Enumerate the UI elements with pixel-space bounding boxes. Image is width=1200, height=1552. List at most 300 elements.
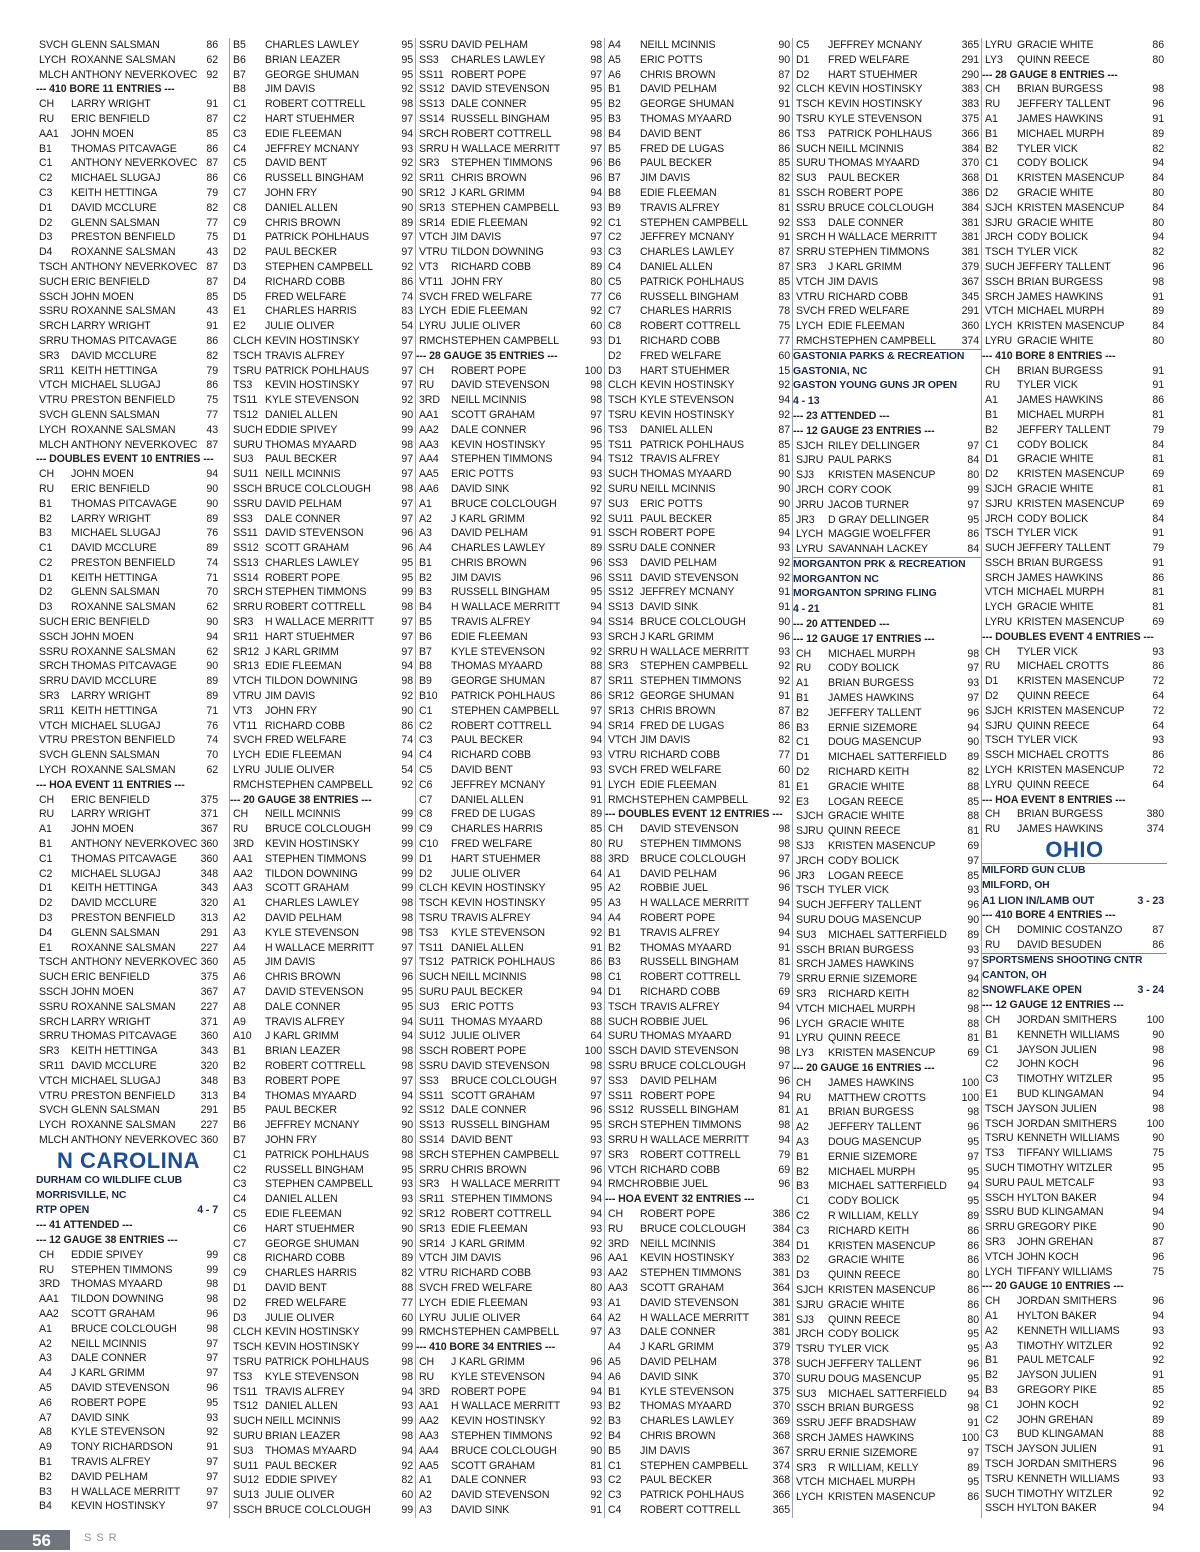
class-code: VTCH	[39, 379, 68, 392]
result-row	[230, 1000, 416, 1015]
shooter-name: PAUL BECKER	[828, 172, 900, 185]
result-row	[230, 1399, 416, 1414]
shooter-name: BRUCE COLCLOUGH	[451, 497, 557, 510]
class-code: A6	[233, 971, 246, 984]
score: 89	[967, 751, 979, 764]
shooter-name: ROXANNE SALSMAN	[71, 1000, 176, 1013]
class-code: SVCH	[39, 408, 69, 421]
class-code: SUCH	[39, 275, 69, 288]
class-code: B9	[419, 675, 432, 688]
shooter-name: KEVIN HOSTINSKY	[451, 897, 546, 910]
class-code: RU	[39, 1263, 55, 1276]
result-row	[605, 970, 793, 985]
score: 77	[590, 290, 602, 303]
score: 84	[1152, 512, 1164, 525]
class-code: SU3	[233, 453, 254, 466]
result-row	[36, 941, 221, 956]
score: 97	[590, 231, 602, 244]
score: 80	[967, 469, 979, 482]
result-row	[36, 852, 221, 867]
result-row	[230, 926, 416, 941]
class-code: JRCH	[985, 512, 1013, 525]
result-row	[416, 659, 605, 674]
class-code: SU3	[796, 172, 817, 185]
result-row	[416, 304, 605, 319]
shooter-name: DAVID STEVENSON	[71, 1381, 170, 1394]
score: 89	[206, 690, 218, 703]
score: 97	[401, 349, 413, 362]
class-code: SS13	[608, 601, 634, 614]
class-code: A2	[608, 882, 621, 895]
result-row	[982, 1028, 1167, 1043]
score: 96	[1152, 1457, 1164, 1470]
score: 80	[401, 1133, 413, 1146]
shooter-name: KEVIN HOSTINSKY	[828, 98, 923, 111]
result-row	[793, 1416, 982, 1431]
shooter-name: JEFFREY MCNANY	[451, 778, 546, 791]
class-code: B3	[608, 1415, 621, 1428]
score: 98	[401, 912, 413, 925]
score: 98	[401, 482, 413, 495]
class-code: SRRU	[608, 645, 638, 658]
shooter-name: J KARL GRIMM	[451, 512, 525, 525]
class-code: SR3	[796, 988, 817, 1000]
class-code: TS3	[419, 926, 439, 939]
class-code: B5	[233, 39, 246, 51]
class-code: LYCH	[985, 1265, 1013, 1278]
class-code: B3	[419, 586, 432, 599]
shooter-name: DAVID PELHAM	[451, 527, 528, 540]
club-info: MORGANTON SPRING FLING	[793, 588, 937, 600]
score: 92	[1152, 1354, 1164, 1367]
event-header: --- 20 GAUGE 38 ENTRIES ---	[230, 793, 372, 806]
score: 87	[206, 275, 218, 288]
shooter-name: JOHN KOCH	[1017, 1250, 1079, 1263]
score: 97	[967, 1150, 979, 1163]
class-code: TSRU	[233, 364, 262, 377]
result-row	[982, 822, 1167, 837]
result-row	[416, 1163, 605, 1178]
score: 96	[967, 706, 979, 719]
result-row	[36, 1351, 221, 1366]
result-row	[605, 600, 793, 615]
result-row	[230, 1414, 416, 1429]
result-row	[416, 1044, 605, 1059]
score: 84	[1152, 320, 1164, 333]
class-code: B4	[608, 1429, 621, 1442]
shooter-name: ERNIE SIZEMORE	[828, 1150, 918, 1163]
shooter-name: STEPHEN CAMPBELL	[265, 260, 373, 273]
shooter-name: DANIEL ALLEN	[265, 1400, 338, 1413]
class-code: 3RD	[39, 1278, 60, 1291]
score: 82	[206, 349, 218, 362]
class-code: SUCH	[608, 468, 638, 481]
class-code: B9	[608, 201, 621, 214]
class-code: SSRU	[419, 1059, 449, 1072]
class-code: SSRU	[39, 645, 69, 658]
result-row	[605, 216, 793, 231]
result-row	[230, 526, 416, 541]
result-row	[605, 452, 793, 467]
class-code: VTCH	[233, 675, 262, 688]
result-row	[982, 1057, 1167, 1072]
score: 88	[967, 1017, 979, 1030]
score: 360	[200, 852, 218, 865]
club-info: MORRISVILLE, NC	[36, 1189, 127, 1201]
class-code: VTCH	[39, 719, 68, 732]
shooter-name: JAYSON JULIEN	[1017, 1043, 1097, 1056]
class-code: JR3	[796, 513, 815, 526]
score: 94	[778, 1089, 790, 1102]
result-row	[982, 438, 1167, 453]
result-row	[793, 1031, 982, 1046]
class-code: SVCH	[39, 749, 69, 762]
class-code: RMCH	[419, 334, 451, 347]
score: 98	[590, 39, 602, 51]
shooter-name: KENNETH WILLIAMS	[1017, 1324, 1120, 1337]
result-row	[36, 97, 221, 112]
class-code: 3RD	[608, 1237, 629, 1250]
class-code: VT11	[233, 719, 258, 732]
shooter-name: MAGGIE WOELFFER	[828, 528, 931, 541]
class-code: RMCH	[233, 778, 265, 791]
result-row	[605, 1429, 793, 1444]
result-row	[793, 824, 982, 839]
shooter-name: KEITH HETTINGA	[71, 704, 158, 717]
score: 93	[590, 1133, 602, 1146]
event-header: --- 12 GAUGE 23 ENTRIES ---	[793, 424, 935, 437]
score: 80	[967, 1313, 979, 1326]
class-code: B3	[796, 721, 809, 734]
class-code: A8	[233, 1000, 246, 1013]
shooter-name: BRIAN BURGESS	[1017, 364, 1103, 377]
score: 90	[778, 112, 790, 125]
result-row	[230, 733, 416, 748]
result-row	[36, 1277, 221, 1292]
result-row	[416, 1089, 605, 1104]
score: 360	[200, 1030, 218, 1043]
class-code: RU	[796, 1091, 812, 1104]
score: 97	[401, 231, 413, 244]
shooter-name: EDIE FLEEMAN	[265, 660, 342, 673]
class-code: AA1	[419, 1400, 439, 1413]
shooter-name: ROXANNE SALSMAN	[71, 601, 176, 614]
class-code: AA2	[39, 1307, 59, 1320]
class-code: C1	[39, 542, 53, 555]
result-row	[793, 290, 982, 305]
result-row	[230, 704, 416, 719]
shooter-name: BRUCE COLCLOUGH	[828, 201, 934, 214]
shooter-name: KRISTEN MASENCUP	[828, 1491, 936, 1504]
score: 95	[401, 571, 413, 584]
shooter-name: DANIEL ALLEN	[265, 201, 338, 214]
result-row	[793, 542, 982, 557]
shooter-name: ROBERT POPE	[451, 1045, 527, 1058]
class-code: VTRU	[419, 246, 448, 259]
result-row	[605, 1015, 793, 1030]
result-row	[982, 807, 1167, 822]
class-code: C10	[419, 838, 439, 851]
class-code: SR3	[608, 1148, 629, 1161]
class-code: C1	[233, 1148, 247, 1161]
score: 96	[778, 1178, 790, 1191]
result-row	[982, 1427, 1167, 1442]
result-row	[230, 1355, 416, 1370]
result-row	[416, 438, 605, 453]
shooter-name: MICHAEL CROTTS	[1017, 749, 1109, 762]
shooter-name: DAVID MCCLURE	[71, 349, 157, 362]
result-row	[230, 97, 416, 112]
class-code: 3RD	[608, 852, 629, 865]
result-row	[416, 1355, 605, 1370]
class-code: VTRU	[419, 1267, 448, 1280]
score: 98	[967, 1106, 979, 1119]
score: 95	[401, 556, 413, 569]
class-code: B1	[39, 142, 52, 155]
shooter-name: BUD KLINGAMAN	[1017, 1087, 1104, 1100]
result-row	[793, 1372, 982, 1387]
shooter-name: STEPHEN TIMMONS	[640, 675, 742, 688]
shooter-name: JIM DAVIS	[828, 275, 879, 288]
result-row	[793, 1490, 982, 1505]
class-code: MLCH	[39, 438, 69, 451]
score: 96	[778, 1074, 790, 1087]
class-code: TSCH	[985, 246, 1014, 259]
score: 81	[967, 825, 979, 838]
shooter-name: PAUL BECKER	[451, 986, 523, 998]
shooter-name: STEPHEN TIMMONS	[640, 1267, 742, 1280]
result-row	[982, 1442, 1167, 1457]
score: 384	[961, 201, 979, 214]
score: 94	[590, 734, 602, 747]
result-row	[416, 541, 605, 556]
score: 97	[401, 453, 413, 466]
shooter-name: DOUG MASENCUP	[828, 1135, 922, 1148]
event-header: --- 410 BORE 8 ENTRIES ---	[982, 349, 1116, 362]
class-code: SSCH	[796, 943, 826, 956]
score: 93	[967, 943, 979, 956]
result-row	[36, 1059, 221, 1074]
score: 97	[206, 1352, 218, 1365]
score: 91	[590, 941, 602, 954]
magazine-name: SSR	[84, 1532, 122, 1544]
shooter-name: RICHARD KEITH	[828, 988, 910, 1000]
score: 90	[206, 616, 218, 629]
score: 93	[590, 1400, 602, 1413]
score: 92	[1152, 1339, 1164, 1352]
result-row	[793, 1283, 982, 1298]
shooter-name: KEITH HETTINGA	[71, 1045, 158, 1058]
score: 81	[1152, 453, 1164, 466]
shooter-name: KRISTEN MASENCUP	[828, 469, 936, 482]
score: 381	[961, 246, 979, 259]
shooter-name: STEPHEN CAMPBELL	[828, 334, 936, 347]
score: 379	[961, 260, 979, 273]
shooter-name: KEVIN HOSTINSKY	[71, 1500, 166, 1513]
score: 368	[772, 1429, 790, 1442]
shooter-name: LARRY WRIGHT	[71, 690, 151, 703]
shooter-name: FRED WELFARE	[265, 734, 347, 747]
result-row	[36, 497, 221, 512]
score: 93	[401, 1400, 413, 1413]
class-code: D2	[39, 216, 53, 229]
score: 87	[778, 246, 790, 259]
score: 97	[590, 704, 602, 717]
class-code: D1	[796, 751, 810, 764]
shooter-name: PAUL BECKER	[640, 512, 712, 525]
class-code: A3	[985, 1339, 998, 1352]
shooter-name: LARRY WRIGHT	[71, 320, 151, 333]
result-row	[416, 526, 605, 541]
result-row	[230, 438, 416, 453]
shooter-name: GRACIE WHITE	[1017, 334, 1094, 347]
score: 95	[967, 1343, 979, 1356]
score: 86	[778, 127, 790, 140]
class-code: SJCH	[796, 439, 824, 452]
shooter-name: ROBERT COTTRELL	[265, 601, 366, 614]
result-row	[605, 689, 793, 704]
score: 89	[967, 1461, 979, 1474]
shooter-name: KEVIN HOSTINSKY	[265, 838, 360, 851]
shooter-name: NEILL MCINNIS	[640, 1237, 716, 1250]
class-code: SSCH	[985, 556, 1015, 569]
shooter-name: LARRY WRIGHT	[71, 1015, 151, 1028]
club-info: MILFORD, OH	[982, 879, 1050, 891]
score: 374	[1146, 823, 1164, 836]
shooter-name: ROBERT POPE	[451, 68, 527, 81]
result-row	[230, 822, 416, 837]
result-row	[605, 245, 793, 260]
class-code: SURU	[985, 1176, 1015, 1189]
class-code: D3	[233, 1311, 247, 1324]
shooter-name: QUINN REECE	[828, 1269, 901, 1282]
shooter-name: CODY BOLICK	[1017, 231, 1089, 244]
shoot-date: 4 - 7	[197, 1204, 218, 1217]
score: 343	[200, 882, 218, 895]
result-row	[793, 230, 982, 245]
shooter-name: JAMES HAWKINS	[1017, 823, 1104, 836]
result-row	[416, 1459, 605, 1474]
class-code: A6	[39, 1396, 52, 1409]
class-code: LYCH	[796, 1491, 824, 1504]
shooter-name: DANIEL ALLEN	[640, 423, 713, 436]
shooter-name: KEVIN HOSTINSKY	[265, 1326, 360, 1339]
shooter-name: DALE CONNER	[265, 512, 341, 525]
score: 94	[778, 394, 790, 407]
class-code: C7	[233, 186, 247, 199]
class-code: LYRU	[796, 1032, 824, 1045]
score: 82	[967, 988, 979, 1000]
shooter-name: MICHAEL CROTTS	[1017, 660, 1109, 673]
event-header: --- 20 GAUGE 10 ENTRIES ---	[982, 1280, 1124, 1293]
club-info: GASTONIA PARKS & RECREATION	[793, 349, 982, 365]
class-code: SJRU	[985, 216, 1013, 229]
shooter-name: PATRICK POHLHAUS	[640, 1489, 744, 1502]
score: 86	[206, 334, 218, 347]
shooter-name: JEFFREY MCNANY	[828, 39, 923, 51]
score: 94	[206, 630, 218, 643]
score: 92	[590, 1415, 602, 1428]
class-code: LYCH	[608, 778, 636, 791]
score: 95	[967, 1135, 979, 1148]
result-row	[230, 319, 416, 334]
result-row	[793, 647, 982, 662]
class-code: B7	[419, 645, 432, 658]
score: 96	[967, 1121, 979, 1134]
result-row	[793, 854, 982, 869]
score: 97	[590, 1148, 602, 1161]
shooter-name: DALE CONNER	[265, 1000, 341, 1013]
result-row	[605, 230, 793, 245]
shooter-name: DALE CONNER	[828, 216, 904, 229]
score: 92	[778, 793, 790, 806]
result-row	[982, 260, 1167, 275]
result-row	[605, 985, 793, 1000]
class-code: C4	[419, 749, 433, 762]
score: 100	[584, 1045, 602, 1058]
shooter-name: KRISTEN MASENCUP	[1017, 616, 1125, 629]
result-row	[982, 923, 1167, 938]
result-row	[605, 512, 793, 527]
class-code: SJ3	[796, 840, 814, 853]
class-code: C2	[985, 1058, 999, 1071]
result-row	[605, 142, 793, 157]
shooter-name: NEILL MCINNIS	[71, 1337, 147, 1350]
score: 95	[401, 986, 413, 998]
shooter-name: TYLER VICK	[1017, 142, 1078, 155]
shooter-name: JULIE OLIVER	[265, 1311, 335, 1324]
result-row	[982, 1191, 1167, 1206]
score: 367	[961, 275, 979, 288]
shooter-name: PAUL BECKER	[265, 246, 337, 259]
shooter-name: FRED WELFARE	[828, 305, 910, 318]
score: 81	[778, 186, 790, 199]
score: 96	[778, 867, 790, 880]
result-row	[605, 1074, 793, 1089]
shooter-name: RUSSELL BINGHAM	[451, 586, 550, 599]
class-code: B1	[39, 1455, 52, 1468]
score: 92	[590, 305, 602, 318]
shooter-name: CHRIS BROWN	[640, 704, 716, 717]
score: 72	[1152, 704, 1164, 717]
class-code: AA1	[233, 852, 253, 865]
shooter-name: SCOTT GRAHAM	[451, 1459, 535, 1472]
class-code: A1	[985, 1309, 998, 1322]
class-code: LYCH	[39, 53, 67, 66]
shooter-name: RUSSELL BINGHAM	[640, 1104, 739, 1117]
shooter-name: TYLER VICK	[828, 1343, 889, 1356]
result-row	[416, 245, 605, 260]
event-header: --- 410 BORE 11 ENTRIES ---	[36, 83, 175, 96]
score: 91	[1152, 364, 1164, 377]
shooter-name: ROBERT COTTRELL	[265, 98, 366, 111]
class-code: TSCH	[985, 527, 1014, 540]
class-code: VTRU	[39, 734, 68, 747]
class-code: SURU	[233, 438, 263, 451]
score: 94	[590, 1385, 602, 1398]
shooter-name: NEILL MCINNIS	[828, 142, 904, 155]
class-code: SUCH	[39, 971, 69, 984]
shooter-name: CHRIS BROWN	[640, 68, 716, 81]
score: 90	[967, 736, 979, 749]
class-code: D3	[39, 231, 53, 244]
score: 92	[590, 1237, 602, 1250]
shooter-name: FRED WELFARE	[640, 764, 722, 777]
score: 81	[778, 1104, 790, 1117]
class-code: SSCH	[419, 1045, 449, 1058]
class-code: SSCH	[608, 1045, 638, 1058]
shooter-name: DALE CONNER	[451, 1474, 527, 1487]
